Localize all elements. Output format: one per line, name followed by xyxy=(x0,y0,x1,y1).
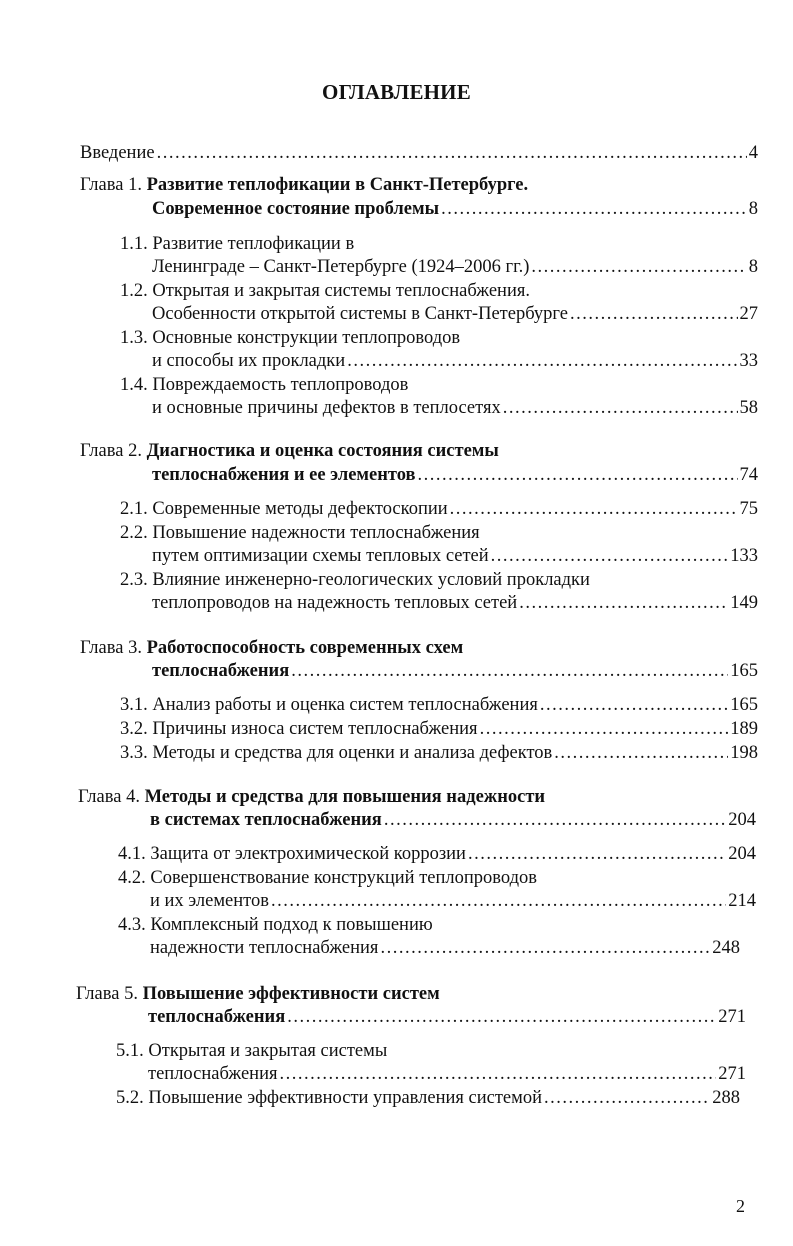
dot-leader xyxy=(287,1006,716,1028)
toc-page-ref: 204 xyxy=(728,810,756,830)
chapter-4-title-cont xyxy=(150,809,756,831)
section-number: 2.2. xyxy=(120,523,148,543)
section-3-3 xyxy=(120,742,758,764)
chapter-title-line: Работоспособность современных схем xyxy=(146,638,464,658)
chapter-title-line: в системах теплоснабжения xyxy=(150,810,382,830)
toc-page-ref: 248 xyxy=(712,938,740,958)
section-number: 5.1. xyxy=(116,1041,144,1061)
section-1-1-cont xyxy=(152,256,758,278)
chapter-title-line: Современное состояние проблемы xyxy=(152,199,440,219)
toc-page-ref: 8 xyxy=(748,257,758,277)
toc-entry-intro xyxy=(80,142,758,164)
dot-leader xyxy=(544,1087,710,1109)
section-title: Открытая и закрытая системы теплоснабжения. xyxy=(152,281,530,301)
toc-page-ref: 198 xyxy=(730,743,758,763)
chapter-title-line: теплоснабжения xyxy=(148,1007,286,1027)
section-title: теплопроводов на надежность тепловых сетей xyxy=(152,593,518,613)
section-1-2 xyxy=(120,280,720,302)
section-title: Открытая и закрытая системы xyxy=(148,1041,388,1061)
section-number: 1.4. xyxy=(120,375,148,395)
toc-page-ref: 4 xyxy=(748,143,758,163)
section-title: и их элементов xyxy=(150,891,269,911)
section-title: Защита от электрохимической коррозии xyxy=(150,844,466,864)
section-number: 4.2. xyxy=(118,868,146,888)
toc-page-ref: 33 xyxy=(739,351,758,371)
page-number: 2 xyxy=(736,1196,745,1216)
section-number: 3.3. xyxy=(120,743,148,763)
toc-page-ref: 58 xyxy=(739,398,758,418)
dot-leader xyxy=(519,592,728,614)
section-2-2 xyxy=(120,522,720,544)
dot-leader xyxy=(503,397,738,419)
chapter-1-title xyxy=(80,174,740,196)
dot-leader xyxy=(531,256,746,278)
dot-leader xyxy=(491,545,729,567)
section-title: Особенности открытой системы в Санкт-Петербурге xyxy=(152,304,568,324)
dot-leader xyxy=(441,198,747,220)
chapter-title-line: теплоснабжения и ее элементов xyxy=(152,465,416,485)
toc-page-ref: 149 xyxy=(730,593,758,613)
section-4-3-cont xyxy=(150,937,740,959)
section-4-3 xyxy=(118,914,738,936)
section-4-1 xyxy=(118,843,756,865)
section-title: Анализ работы и оценка систем теплоснабжения xyxy=(152,695,538,715)
dot-leader xyxy=(380,937,710,959)
section-title: Современные методы дефектоскопии xyxy=(152,499,448,519)
chapter-title-line: Диагностика и оценка состояния системы xyxy=(146,441,499,461)
section-2-1 xyxy=(120,498,758,520)
page-title: ОГЛАВЛЕНИЕ xyxy=(322,80,471,104)
dot-leader xyxy=(468,843,726,865)
section-title: и основные причины дефектов в теплосетях xyxy=(152,398,501,418)
section-5-2 xyxy=(116,1087,740,1109)
section-number: 4.3. xyxy=(118,915,146,935)
section-title: Совершенствование конструкций теплопроводов xyxy=(150,868,537,888)
dot-leader xyxy=(540,694,728,716)
section-2-2-cont xyxy=(152,545,758,567)
chapter-prefix: Глава 4. xyxy=(78,787,140,807)
section-number: 2.3. xyxy=(120,570,148,590)
section-2-3-cont xyxy=(152,592,758,614)
section-title: Повышение надежности теплоснабжения xyxy=(152,523,480,543)
chapter-3-title xyxy=(80,637,740,659)
dot-leader xyxy=(554,742,728,764)
section-title: Влияние инженерно-геологических условий прокладки xyxy=(152,570,590,590)
section-title: теплоснабжения xyxy=(148,1064,278,1084)
dot-leader xyxy=(480,718,729,740)
section-title: Повреждаемость теплопроводов xyxy=(152,375,409,395)
chapter-title-line: Повышение эффективности систем xyxy=(142,984,440,1004)
section-5-1-cont xyxy=(148,1063,746,1085)
section-1-3-cont xyxy=(152,350,758,372)
dot-leader xyxy=(271,890,726,912)
chapter-prefix: Глава 1. xyxy=(80,175,142,195)
section-title: Методы и средства для оценки и анализа дефектов xyxy=(152,743,553,763)
section-title: Комплексный подход к повышению xyxy=(150,915,433,935)
chapter-2-title xyxy=(80,440,740,462)
toc-page-ref: 74 xyxy=(739,465,758,485)
toc-page-ref: 288 xyxy=(712,1088,740,1108)
section-title: Основные конструкции теплопроводов xyxy=(152,328,461,348)
section-title: Развитие теплофикации в xyxy=(152,234,355,254)
section-3-1 xyxy=(120,694,758,716)
dot-leader xyxy=(450,498,738,520)
chapter-2-title-cont xyxy=(152,464,758,486)
section-1-4 xyxy=(120,374,720,396)
section-title: и способы их прокладки xyxy=(152,351,346,371)
toc-page-ref: 189 xyxy=(730,719,758,739)
chapter-1-title-cont xyxy=(152,198,758,220)
section-number: 1.2. xyxy=(120,281,148,301)
section-title: Причины износа систем теплоснабжения xyxy=(152,719,478,739)
dot-leader xyxy=(384,809,726,831)
section-5-1 xyxy=(116,1040,736,1062)
section-1-4-cont xyxy=(152,397,758,419)
chapter-prefix: Глава 2. xyxy=(80,441,142,461)
section-1-2-cont xyxy=(152,303,758,325)
section-3-2 xyxy=(120,718,758,740)
chapter-5-title-cont xyxy=(148,1006,746,1028)
section-title: надежности теплоснабжения xyxy=(150,938,379,958)
toc-page-ref: 214 xyxy=(728,891,756,911)
toc-page-ref: 204 xyxy=(728,844,756,864)
chapter-title-line: Развитие теплофикации в Санкт-Петербурге. xyxy=(146,175,529,195)
toc-page-ref: 75 xyxy=(739,499,758,519)
dot-leader xyxy=(418,464,738,486)
section-2-3 xyxy=(120,569,740,591)
section-number: 1.3. xyxy=(120,328,148,348)
toc-page-ref: 165 xyxy=(730,661,758,681)
chapter-title-line: Методы и средства для повышения надежности xyxy=(144,787,546,807)
chapter-3-title-cont xyxy=(152,660,758,682)
chapter-prefix: Глава 3. xyxy=(80,638,142,658)
section-number: 5.2. xyxy=(116,1088,144,1108)
toc-page-ref: 271 xyxy=(718,1064,746,1084)
dot-leader xyxy=(279,1063,716,1085)
section-1-1 xyxy=(120,233,720,255)
section-4-2-cont xyxy=(150,890,756,912)
section-title: Повышение эффективности управления системой xyxy=(148,1088,543,1108)
dot-leader xyxy=(347,350,737,372)
toc-page-ref: 133 xyxy=(730,546,758,566)
chapter-prefix: Глава 5. xyxy=(76,984,138,1004)
section-4-2 xyxy=(118,867,738,889)
dot-leader xyxy=(291,660,728,682)
section-number: 3.1. xyxy=(120,695,148,715)
toc-page-ref: 27 xyxy=(739,304,758,324)
section-number: 3.2. xyxy=(120,719,148,739)
section-title: Ленинграде – Санкт-Петербурге (1924–2006 гг.) xyxy=(152,257,530,277)
section-title: путем оптимизации схемы тепловых сетей xyxy=(152,546,489,566)
section-number: 1.1. xyxy=(120,234,148,254)
chapter-title-line: теплоснабжения xyxy=(152,661,290,681)
chapter-5-title xyxy=(76,983,736,1005)
section-number: 4.1. xyxy=(118,844,146,864)
chapter-4-title xyxy=(78,786,758,808)
dot-leader xyxy=(157,142,747,164)
section-number: 2.1. xyxy=(120,499,148,519)
toc-page-ref: 165 xyxy=(730,695,758,715)
dot-leader xyxy=(570,303,738,325)
section-1-3 xyxy=(120,327,720,349)
toc-page-ref: 8 xyxy=(748,199,758,219)
toc-entry-label: Введение xyxy=(80,143,155,163)
toc-page-ref: 271 xyxy=(718,1007,746,1027)
